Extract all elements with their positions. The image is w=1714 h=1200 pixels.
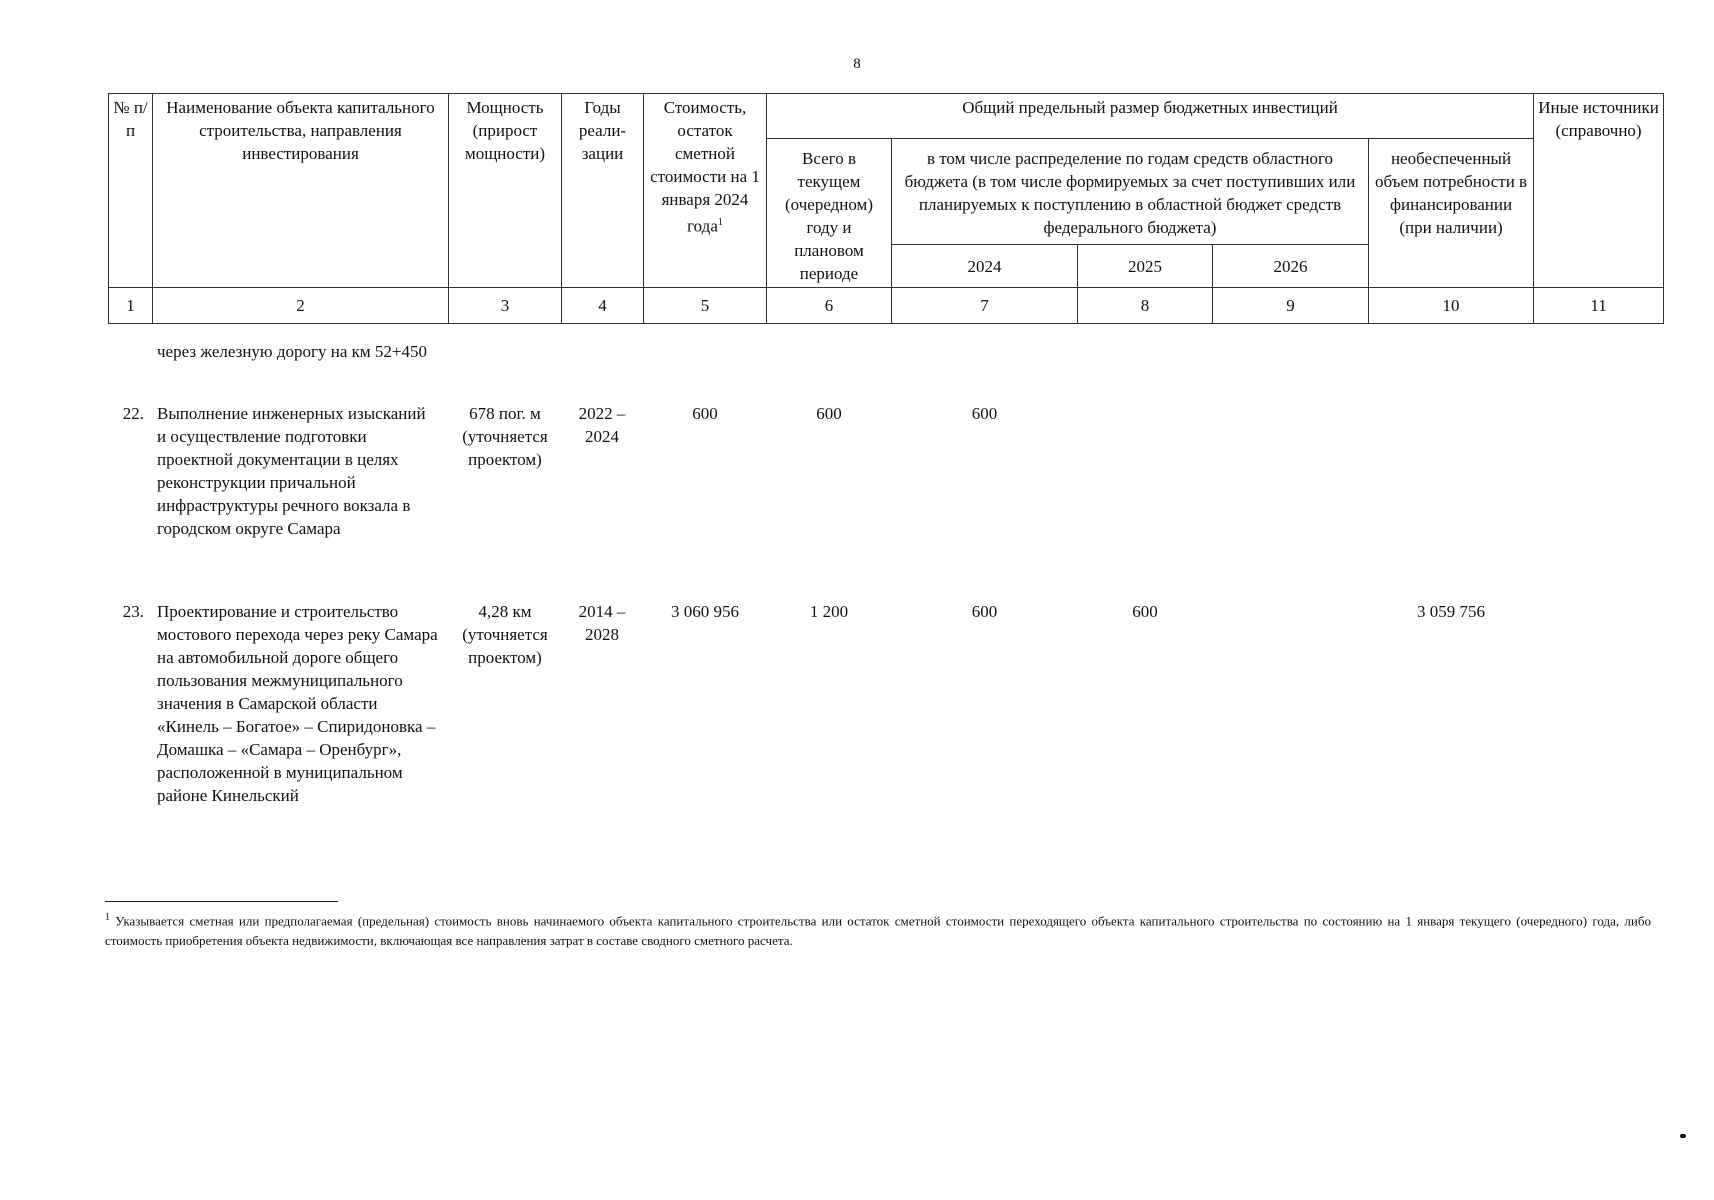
unfunded: 3 059 756 bbox=[1417, 602, 1485, 621]
header-capacity: Мощность (прирост мощности) bbox=[449, 94, 562, 288]
table-row bbox=[0, 600, 1714, 880]
years: 2014 – 2028 bbox=[578, 602, 626, 644]
header-object-name: Наименование объекта капитального строительства, направления инвестирования bbox=[153, 94, 449, 288]
header-other-sources: Иные источники (справочно) bbox=[1534, 94, 1664, 288]
column-number: 9 bbox=[1213, 288, 1369, 324]
object-name: Выполнение инженерных изысканий и осуществление подготовки проектной документации в целях реконструкции причальной инфраструктуры речного вокзала в городском округе Самара bbox=[157, 404, 426, 538]
column-number: 11 bbox=[1534, 288, 1664, 324]
cost: 3 060 956 bbox=[671, 602, 739, 621]
table-row bbox=[0, 402, 1714, 582]
years: 2022 – 2024 bbox=[578, 404, 626, 446]
header-group-title: Общий предельный размер бюджетных инвестиций bbox=[767, 94, 1534, 139]
total: 600 bbox=[816, 404, 842, 423]
header-total: Всего в текущем (очередном) году и плановом периоде bbox=[767, 139, 892, 288]
header-years: Годы реали-зации bbox=[562, 94, 644, 288]
value-2024: 600 bbox=[971, 404, 998, 423]
column-number: 3 bbox=[449, 288, 562, 324]
object-name: Проектирование и строительство мостового перехода через реку Самара на автомобильной дороге общего пользования межмуниципального значения в Самарской области «Кинель – Богатое» – Спиридоновка – Домашка – «Самара – Оренбург», расположенной в муниципальном районе Кинельский bbox=[157, 602, 438, 805]
investment-table-header bbox=[108, 93, 1664, 324]
footnote-text: Указывается сметная или предполагаемая (предельная) стоимость вновь начинаемого объекта капитального строительства или остаток сметной стоимости переходящего объекта капитального строительства по состоянию на 1 января текущего (очередного) года, либо стоимость приобретения объекта недвижимости, включающая все направления затрат в составе сводного сметного расчета. bbox=[105, 913, 1651, 949]
row-number: 22. bbox=[122, 404, 144, 423]
continued-object-name: через железную дорогу на км 52+450 bbox=[157, 342, 427, 361]
header-year-2026: 2026 bbox=[1213, 245, 1369, 288]
column-number: 6 bbox=[767, 288, 892, 324]
column-number: 8 bbox=[1078, 288, 1213, 324]
total: 1 200 bbox=[809, 602, 849, 621]
capacity: 4,28 км (уточняется проектом) bbox=[462, 602, 548, 667]
footnote-marker: 1 bbox=[105, 912, 110, 923]
footnote bbox=[105, 908, 1651, 951]
header-cost-label: Стоимость, остаток сметной стоимости на 1 января 2024 года bbox=[650, 98, 760, 236]
value-2024: 600 bbox=[971, 602, 998, 621]
value-2025: 600 bbox=[1132, 602, 1158, 621]
footnote-divider bbox=[105, 901, 338, 902]
cost: 600 bbox=[692, 404, 718, 423]
column-number: 2 bbox=[153, 288, 449, 324]
column-number: 10 bbox=[1369, 288, 1534, 324]
header-unfunded: необеспеченный объем потребности в финансировании (при наличии) bbox=[1369, 139, 1534, 288]
header-year-2025: 2025 bbox=[1078, 245, 1213, 288]
column-number: 1 bbox=[109, 288, 153, 324]
column-number: 4 bbox=[562, 288, 644, 324]
page-number: 8 bbox=[853, 56, 861, 72]
header-budget-distribution: в том числе распределение по годам средств областного бюджета (в том числе формируемых за счет поступивших или планируемых к поступлению в областной бюджет средств федерального бюджета) bbox=[892, 139, 1369, 245]
header-cost bbox=[644, 94, 767, 288]
capacity: 678 пог. м (уточняется проектом) bbox=[462, 404, 548, 469]
row-number: 23. bbox=[122, 602, 144, 621]
scan-speck bbox=[1680, 1134, 1686, 1138]
header-num: № п/п bbox=[109, 94, 153, 288]
column-number: 5 bbox=[644, 288, 767, 324]
footnote-ref: 1 bbox=[717, 217, 723, 228]
column-number: 7 bbox=[892, 288, 1078, 324]
header-year-2024: 2024 bbox=[892, 245, 1078, 288]
